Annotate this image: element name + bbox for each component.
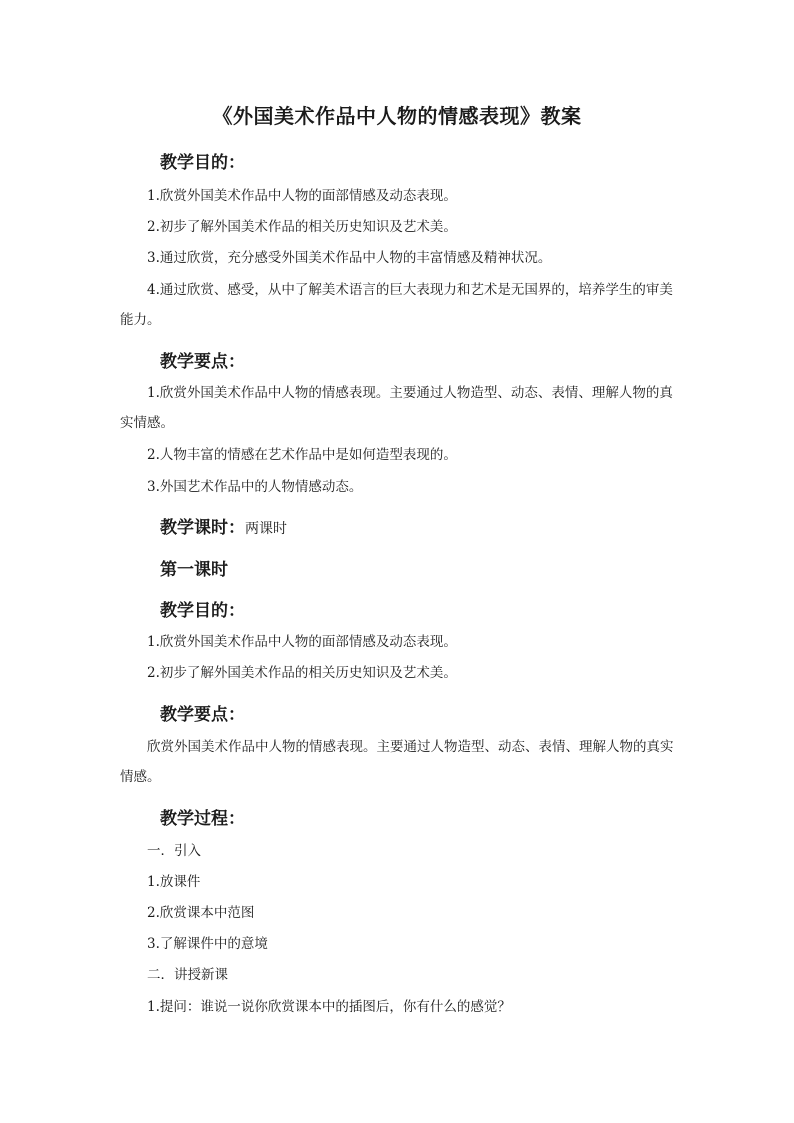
- section-points-heading: 教学要点：: [160, 352, 245, 372]
- point-item-3: 3.外国艺术作品中的人物情感动态。: [147, 479, 363, 495]
- process-step-6: 1.提问：谁说一说你欣赏课本中的插图后，你有什么的感觉？: [147, 999, 511, 1015]
- lesson1-goal-2: 2.初步了解外国美术作品的相关历史知识及艺术美。: [147, 665, 457, 681]
- process-step-5: 二．讲授新课: [147, 967, 228, 983]
- process-step-4: 3.了解课件中的意境: [147, 936, 268, 952]
- lesson1-process-heading: 教学过程：: [160, 809, 245, 829]
- goal-item-4: 4.通过欣赏、感受，从中了解美术语言的巨大表现力和艺术是无国界的，培养学生的审美能力。: [120, 282, 673, 328]
- process-step-2: 1.放课件: [147, 874, 201, 890]
- lesson1-goal-1: 1.欣赏外国美术作品中人物的面部情感及动态表现。: [147, 634, 457, 650]
- lesson1-points-text: 欣赏外国美术作品中人物的情感表现。主要通过人物造型、动态、表情、理解人物的真实情感。: [120, 739, 674, 785]
- goal-item-1: 1.欣赏外国美术作品中人物的面部情感及动态表现。: [147, 188, 457, 204]
- goal-item-3: 3.通过欣赏，充分感受外国美术作品中人物的丰富情感及精神状况。: [147, 250, 552, 266]
- lesson1-heading: 第一课时: [160, 560, 228, 580]
- section-hours-heading: 教学课时：: [160, 518, 245, 538]
- section-goals-heading: 教学目的：: [160, 153, 245, 173]
- point-item-2: 2.人物丰富的情感在艺术作品中是如何造型表现的。: [147, 447, 457, 463]
- process-step-1: 一．引入: [147, 843, 201, 859]
- section-hours: [160, 513, 287, 538]
- lesson1-points-heading: 教学要点：: [160, 705, 245, 725]
- goal-item-2: 2.初步了解外国美术作品的相关历史知识及艺术美。: [147, 219, 457, 235]
- point-item-1: 1.欣赏外国美术作品中人物的情感表现。主要通过人物造型、动态、表情、理解人物的真实情感。: [120, 385, 673, 431]
- process-step-3: 2.欣赏课本中范图: [147, 905, 255, 921]
- document-title: 《外国美术作品中人物的情感表现》教案: [212, 104, 582, 128]
- lesson1-goals-heading: 教学目的：: [160, 601, 245, 621]
- section-hours-value: 两课时: [245, 521, 287, 537]
